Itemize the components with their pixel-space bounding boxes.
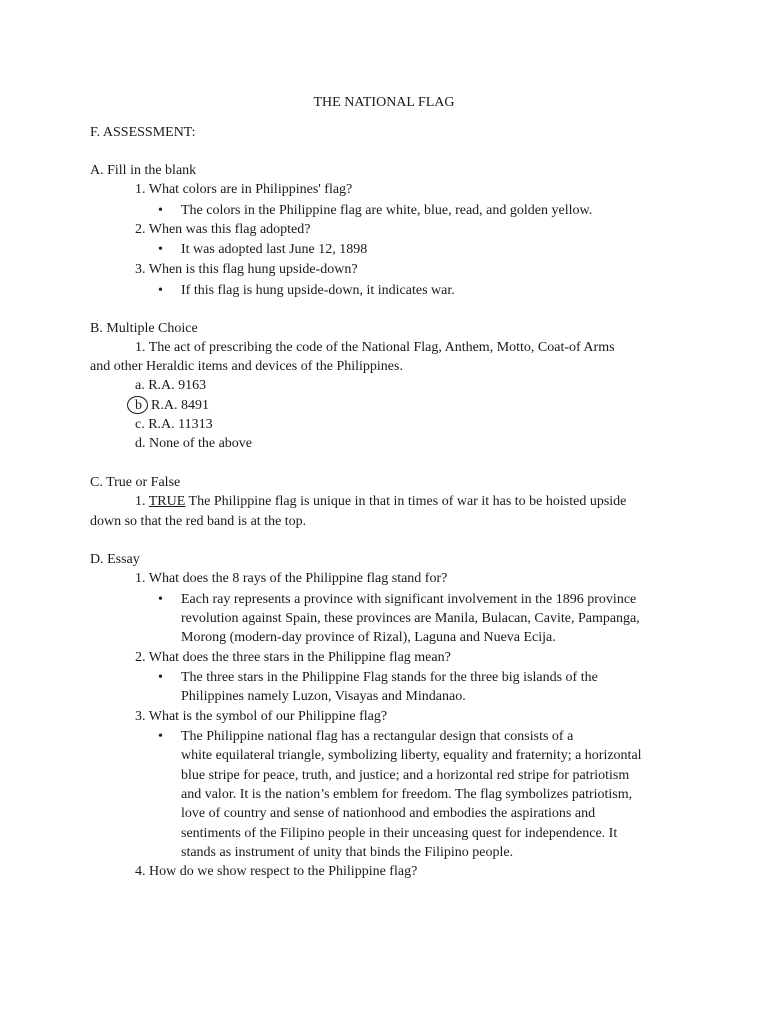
section-heading: F. ASSESSMENT: [90,125,196,140]
part-d-answer-3-line-4: and valor. It is the nation’s emblem for freedom. The flag symbolizes patriotism, [181,787,633,802]
option-b-letter: b [135,398,142,413]
part-c-heading: C. True or False [90,475,181,490]
part-c-question-1-line-1 [135,494,626,510]
part-d-answer-2-line-1: • The three stars in the Philippine Flag stands for the three big islands of the [181,670,598,686]
part-a-answer-3: • If this flag is hung upside-down, it indicates war. [181,283,455,299]
part-a-question-1: 1. What colors are in Philippines' flag? [135,182,353,197]
part-d-answer-3-line-3: blue stripe for peace, truth, and justice; and a horizontal red stripe for patriotism [181,768,630,783]
part-c-statement: The Philippine flag is unique in that in times of war it has to be hoisted upside [185,494,627,509]
part-a-answer-1: • The colors in the Philippine flag are white, blue, read, and golden yellow. [181,203,592,219]
part-d-question-2: 2. What does the three stars in the Philippine flag mean? [135,650,451,665]
part-d-answer-3-line-1: • The Philippine national flag has a rectangular design that consists of a [181,729,573,745]
option-c: c. R.A. 11313 [135,417,213,432]
part-a-heading: A. Fill in the blank [90,163,197,178]
true-answer: TRUE [148,494,186,509]
part-b-question-1-line-2: and other Heraldic items and devices of the Philippines. [90,359,403,374]
part-a-question-2: 2. When was this flag adopted? [135,222,311,237]
part-d-heading: D. Essay [90,552,140,567]
part-d-question-1: 1. What does the 8 rays of the Philippine flag stand for? [135,571,448,586]
part-d-answer-3-line-6: sentiments of the Filipino people in their unceasing quest for independence. It [181,826,618,841]
option-b: R.A. 8491 [151,398,209,413]
part-b-question-1-line-1: 1. The act of prescribing the code of the National Flag, Anthem, Motto, Coat-of Arms [135,340,615,355]
part-d-answer-1-line-2: revolution against Spain, these provinces are Manila, Bulacan, Cavite, Pampanga, [181,611,640,626]
part-a-question-3: 3. When is this flag hung upside-down? [135,262,358,277]
part-d-answer-1-line-1: • Each ray represents a province with significant involvement in the 1896 province [181,592,636,608]
part-b-heading: B. Multiple Choice [90,321,198,336]
part-d-question-4: 4. How do we show respect to the Philippine flag? [135,864,418,879]
part-a-answer-2: • It was adopted last June 12, 1898 [181,242,367,258]
option-d: d. None of the above [135,436,253,451]
document-title: THE NATIONAL FLAG [313,95,455,110]
option-a: a. R.A. 9163 [135,378,207,393]
part-d-answer-2-line-2: Philippines namely Luzon, Visayas and Mindanao. [181,689,466,704]
part-d-question-3: 3. What is the symbol of our Philippine flag? [135,709,388,724]
part-c-question-1-line-2: down so that the red band is at the top. [90,514,307,529]
part-d-answer-3-line-7: stands as instrument of unity that binds the Filipino people. [181,845,514,860]
part-d-answer-1-line-3: Morong (modern-day province of Rizal), Laguna and Nueva Ecija. [181,630,556,645]
part-d-answer-3-line-2: white equilateral triangle, symbolizing liberty, equality and fraternity; a horizontal [181,748,642,763]
part-d-answer-3-line-5: love of country and sense of nationhood and embodies the aspirations and [181,806,596,821]
part-c-number: 1. [135,494,149,509]
